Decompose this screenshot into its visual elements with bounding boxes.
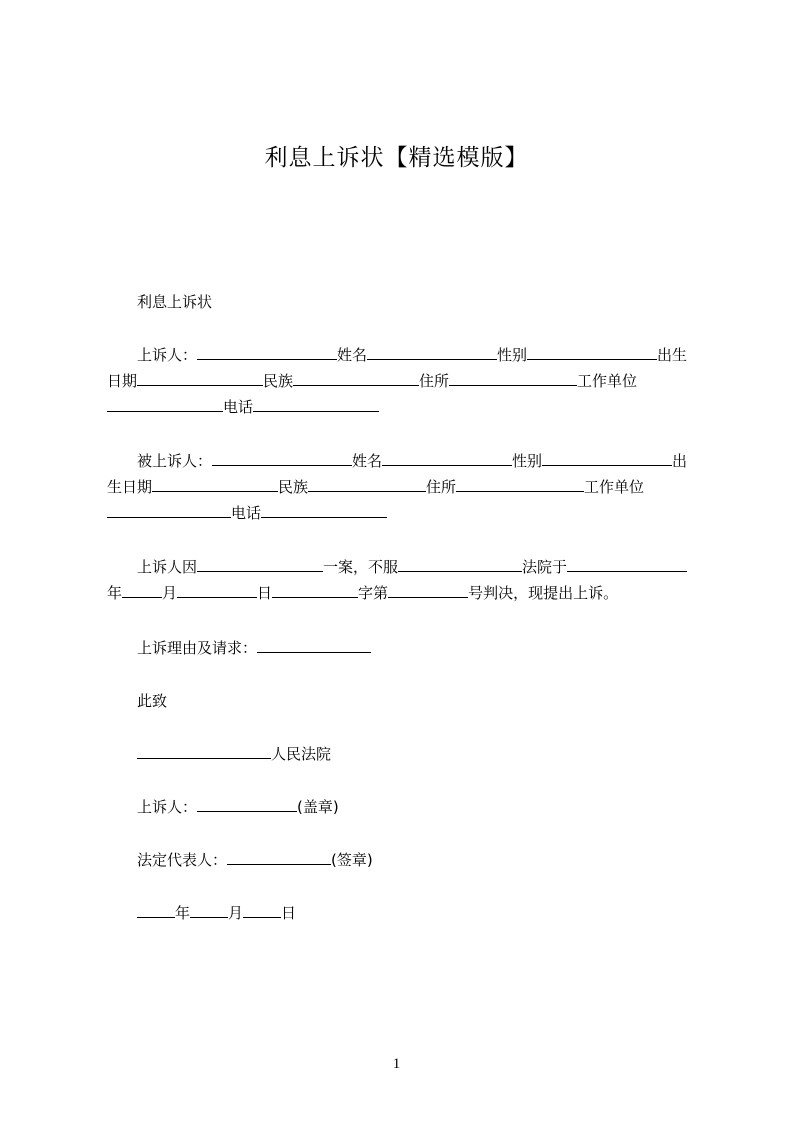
legal-rep-note: (签章) — [331, 851, 373, 869]
case-word-blank[interactable] — [272, 583, 358, 598]
appellant-birth-label: 出生日期 — [107, 346, 688, 390]
appellee-gender-blank[interactable] — [542, 451, 672, 466]
appellee-workplace-blank[interactable] — [107, 503, 231, 518]
date-day-blank[interactable] — [243, 903, 281, 918]
appellee-ethnicity-blank[interactable] — [308, 477, 426, 492]
court-blank[interactable] — [398, 557, 522, 572]
appellee-ethnicity-label: 民族 — [278, 478, 309, 496]
signature-date-line — [107, 900, 699, 926]
appellant-name-label: 姓名 — [337, 346, 368, 364]
document-heading: 利息上诉状 — [137, 293, 213, 311]
appeal-reason-text-3: 法院于 — [522, 558, 568, 576]
date-year-label: 年 — [175, 904, 191, 922]
appellee-birth-label: 出生日期 — [107, 452, 688, 496]
appellant-gender-blank[interactable] — [527, 345, 657, 360]
judgment-month-blank[interactable] — [122, 583, 162, 598]
appellee-phone-label: 电话 — [231, 504, 262, 522]
appellee-birth-blank[interactable] — [152, 477, 278, 492]
appellee-workplace-label: 工作单位 — [584, 478, 645, 496]
appeal-reason-text-5: 月 — [162, 584, 178, 602]
grounds-label: 上诉理由及请求： — [137, 639, 258, 657]
appellant-address-blank[interactable] — [449, 371, 577, 386]
appellant-signature-label: 上诉人： — [137, 798, 198, 816]
appellant-birth-blank[interactable] — [137, 371, 263, 386]
appellee-gender-label: 性别 — [512, 452, 543, 470]
appellant-address-label: 住所 — [419, 372, 450, 390]
appellant-workplace-label: 工作单位 — [577, 372, 638, 390]
case-blank[interactable] — [197, 557, 323, 572]
date-month-blank[interactable] — [190, 903, 228, 918]
legal-rep-blank[interactable] — [227, 850, 331, 865]
appeal-reason-text-8: 号判决，现提出上诉。 — [468, 584, 619, 602]
appellant-phone-label: 电话 — [223, 398, 254, 416]
appellant-label: 上诉人： — [137, 346, 198, 364]
appeal-reason-text-6: 日 — [257, 584, 273, 602]
appeal-reason-text-7: 字第 — [358, 584, 389, 602]
appellant-blank[interactable] — [197, 345, 337, 360]
court-line — [107, 741, 699, 767]
appellant-name-blank[interactable] — [367, 345, 497, 360]
appeal-reason-paragraph — [107, 554, 699, 606]
page-title: 利息上诉状【精选模版】 — [264, 145, 529, 171]
appeal-reason-text-4: 年 — [107, 584, 123, 602]
appellee-phone-blank[interactable] — [261, 503, 387, 518]
appeal-reason-text-2: 一案，不服 — [323, 558, 399, 576]
appellee-blank[interactable] — [212, 451, 352, 466]
appellee-name-label: 姓名 — [352, 452, 383, 470]
appellee-address-blank[interactable] — [456, 477, 584, 492]
appellant-workplace-blank[interactable] — [107, 397, 223, 412]
appellee-name-blank[interactable] — [382, 451, 512, 466]
appellant-gender-label: 性别 — [497, 346, 528, 364]
date-day-label: 日 — [281, 904, 297, 922]
appellant-ethnicity-label: 民族 — [263, 372, 294, 390]
grounds-line — [107, 635, 699, 661]
legal-rep-label: 法定代表人： — [137, 851, 228, 869]
appellant-paragraph — [107, 342, 699, 420]
salutation: 此致 — [137, 692, 168, 710]
case-number-blank[interactable] — [388, 583, 468, 598]
appellee-label: 被上诉人： — [137, 452, 213, 470]
grounds-blank[interactable] — [257, 638, 371, 653]
appellant-ethnicity-blank[interactable] — [293, 371, 419, 386]
appellant-phone-blank[interactable] — [253, 397, 379, 412]
legal-rep-line — [107, 847, 699, 873]
appellee-paragraph — [107, 448, 699, 526]
judgment-year-blank[interactable] — [567, 557, 687, 572]
date-month-label: 月 — [228, 904, 244, 922]
date-year-blank[interactable] — [137, 903, 175, 918]
appellee-address-label: 住所 — [426, 478, 457, 496]
page-number: 1 — [392, 1056, 401, 1072]
court-suffix: 人民法院 — [271, 745, 332, 763]
appellant-signature-blank[interactable] — [197, 797, 297, 812]
appellant-signature-line — [107, 794, 699, 820]
appellant-signature-note: (盖章) — [297, 798, 339, 816]
court-name-blank[interactable] — [137, 744, 271, 759]
appeal-reason-text-1: 上诉人因 — [137, 558, 198, 576]
judgment-day-blank[interactable] — [177, 583, 257, 598]
